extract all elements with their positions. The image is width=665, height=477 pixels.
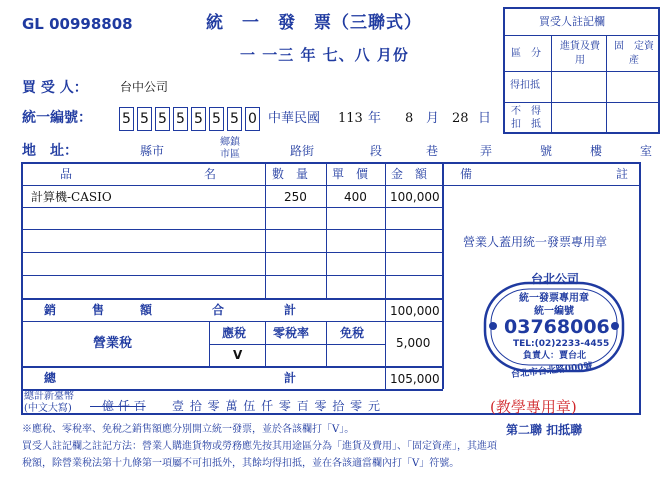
address-lane: 巷 xyxy=(426,144,439,158)
words-struck: 億 仟 百 xyxy=(102,399,146,413)
record-fixed-label: 固 定資 產 xyxy=(614,41,664,66)
address-floor: 樓 xyxy=(590,144,603,158)
col-price-header: 單 價 xyxy=(332,167,369,181)
address-road: 路街 xyxy=(290,144,315,158)
taxable-label: 應稅 xyxy=(222,326,247,340)
col-item-header: 品 名 xyxy=(60,167,217,181)
invoice-title: 統 一 發 票（三聯式） xyxy=(206,13,422,33)
row-price: 400 xyxy=(344,190,367,204)
tax-id-digit: 5 xyxy=(137,107,152,131)
teaching-stamp: (教學專用章) xyxy=(490,398,577,416)
copy-label: 第二聯 扣抵聯 xyxy=(506,423,583,437)
date-day-unit: 日 xyxy=(478,111,492,126)
buyer-name: 台中公司 xyxy=(120,80,169,94)
tax-id-digit: 5 xyxy=(209,107,224,131)
record-no-deduct-label: 不 得扣 抵 xyxy=(511,106,541,130)
date-day: 28 xyxy=(452,111,469,126)
col-note-header: 備 註 xyxy=(460,167,629,181)
date-year-unit: 年 xyxy=(368,111,382,126)
tax-id-digit: 5 xyxy=(191,107,206,131)
col-qty-header: 數 量 xyxy=(272,167,309,181)
footer-note-1: ※應稅、零稅率、免稅之銷售額應分別開立統一發票，並於各該欄打「V」。 xyxy=(22,424,355,435)
tax-id-digit: 0 xyxy=(245,107,260,131)
zero-rate-label: 零稅率 xyxy=(273,326,310,340)
sales-total-label: 銷 售 額 合 計 xyxy=(44,303,297,317)
seal-owner: 負責人：賈台北 xyxy=(523,351,587,361)
tax-id-digit: 5 xyxy=(173,107,188,131)
record-deduct-label: 得扣抵 xyxy=(510,80,540,91)
business-tax-label: 營業稅 xyxy=(93,336,133,351)
tax-amount: 5,000 xyxy=(396,336,431,350)
invoice-number: GL 00998808 xyxy=(22,15,133,33)
tax-id-label: 統一編號： xyxy=(22,110,92,126)
row-qty: 250 xyxy=(284,190,307,204)
sales-total-amount: 100,000 xyxy=(390,304,440,318)
date-year: 113 xyxy=(338,111,363,126)
seal-tel: TEL:(02)2233-4455 xyxy=(513,339,610,349)
record-box-title: 買受人註記欄 xyxy=(539,15,605,28)
grand-total-label: 總 計 xyxy=(44,371,297,385)
words-amount: 壹 拾 零 萬 伍 仟 零 百 零 拾 零 元 xyxy=(172,399,381,413)
invoice-period: 一 一三 年 七、八 月份 xyxy=(240,46,409,64)
address-county: 縣市 xyxy=(140,144,165,158)
col-amount-header: 金 額 xyxy=(391,167,428,181)
seal-bottom-text: 台北市台北路000號 xyxy=(510,361,594,381)
date-prefix: 中華民國 xyxy=(268,111,321,126)
company-seal xyxy=(479,263,629,387)
address-section: 段 xyxy=(370,144,383,158)
address-town: 鄉鎮市區 xyxy=(220,137,240,160)
tax-id-digit: 5 xyxy=(155,107,170,131)
tax-id-digit: 5 xyxy=(227,107,242,131)
footer-note-3: 稅額，除營業稅法第十九條第一項屬不可扣抵外，其餘均得扣抵，並在各該適當欄內打「V」符號。 xyxy=(22,458,460,469)
record-area-label: 區 分 xyxy=(511,48,541,59)
seal-line2: 統一編號 xyxy=(534,306,574,317)
stamp-caption: 營業人蓋用統一發票專用章 xyxy=(463,235,608,249)
address-alley: 弄 xyxy=(480,144,493,158)
address-label: 地 址： xyxy=(22,143,78,159)
date-month-unit: 月 xyxy=(426,111,440,126)
buyer-label: 買 受 人： xyxy=(22,80,88,96)
grand-total-amount: 105,000 xyxy=(390,372,440,386)
address-room: 室 xyxy=(640,144,653,158)
address-number: 號 xyxy=(540,144,553,158)
record-goods-label: 進貨及費 用 xyxy=(560,41,610,66)
row-item: 計算機-CASIO xyxy=(31,190,112,204)
words-label-1: 總計新臺幣 xyxy=(24,391,74,402)
taxable-check-mark: V xyxy=(233,348,243,362)
date-month: 8 xyxy=(405,111,414,126)
tax-id-digit: 5 xyxy=(119,107,134,131)
seal-line1: 統一發票專用章 xyxy=(519,293,589,304)
footer-note-2: 買受人註記欄之註記方法：營業人購進貨物或勞務應先按其用途區分為「進貨及費用」、「固定資產」，其進項 xyxy=(22,441,497,452)
row-amount: 100,000 xyxy=(390,190,440,204)
seal-top-text: 台北公司 xyxy=(531,272,580,286)
exempt-label: 免稅 xyxy=(340,326,365,340)
words-label-2: (中文大寫) xyxy=(24,403,72,414)
seal-number: 03768006 xyxy=(504,316,610,338)
